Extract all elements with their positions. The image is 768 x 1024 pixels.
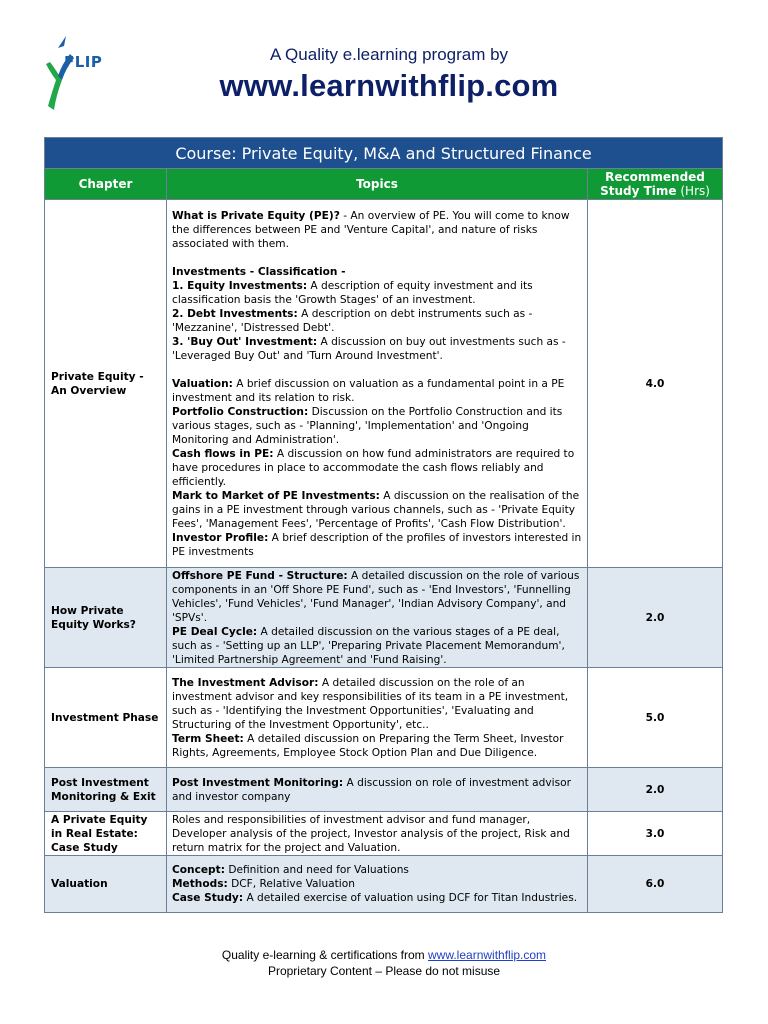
logo-text: FLIP [64, 53, 103, 71]
table-row [45, 668, 723, 768]
topic-item: Methods: DCF, Relative Valuation [172, 878, 355, 890]
tagline: A Quality e.learning program by [269, 45, 509, 64]
study-time-unit: (Hrs) [676, 184, 710, 198]
course-title-row [45, 138, 723, 169]
topic-item: 3. 'Buy Out' Investment: A discussion on buy out investments such as - 'Leveraged Buy Out' and 'Turn Around Investment'. [172, 335, 566, 362]
footer-prefix: Quality e-learning & certifications from [221, 948, 429, 962]
topic-item: Portfolio Construction: Discussion on the Portfolio Construction and its various stages, such as - 'Planning', 'Implementation' and 'Ongoing Monitoring and Administration'. [172, 405, 563, 446]
topics-cell [167, 568, 588, 668]
study-hours-cell: 2.0 [588, 768, 723, 812]
chapter-cell: Valuation [45, 856, 167, 913]
topic-item: Investor Profile: A brief description of the profiles of investors interested in PE investments [172, 531, 582, 558]
chapter-cell: How Private Equity Works? [45, 568, 167, 668]
topic-item: Concept: Definition and need for Valuations [172, 864, 409, 876]
course-title: Course: Private Equity, M&A and Structured Finance [45, 138, 723, 169]
footer-line-1 [0, 947, 768, 963]
study-time-header [588, 169, 723, 200]
study-hours-cell: 4.0 [588, 200, 723, 568]
topic-item: The Investment Advisor: A detailed discussion on the role of an investment advisor and key responsibilities of its team in a PE investment, such as - 'Identifying the Investment Opportunities', 'Evaluating and Structuring of the Investment Opportunity', etc.. [172, 676, 569, 731]
table-row [45, 856, 723, 913]
table-row [45, 812, 723, 856]
header-row [45, 169, 723, 200]
course-table [44, 137, 723, 913]
topic-item: Mark to Market of PE Investments: A discussion on the realisation of the gains in a PE investment through various channels, such as - 'Private Equity Fees', 'Management Fees', 'Percentage of Profits', 'Cash Flow Distribution'. [172, 489, 580, 530]
footer-line-2: Proprietary Content – Please do not misuse [267, 964, 501, 978]
topic-item: 2. Debt Investments: A description on debt instruments such as - 'Mezzanine', 'Distressed Debt'. [172, 307, 533, 334]
table-row [45, 768, 723, 812]
footer-site-link[interactable]: www.learnwithflip.com [428, 948, 547, 962]
topics-cell [167, 200, 588, 568]
chapter-cell: Investment Phase [45, 668, 167, 768]
topic-item: Valuation: A brief discussion on valuation as a fundamental point in a PE investment and its relation to risk. [172, 377, 565, 404]
study-hours-cell: 3.0 [588, 812, 723, 856]
study-hours-cell: 2.0 [588, 568, 723, 668]
topics-cell [167, 768, 588, 812]
table-row [45, 568, 723, 668]
page-footer [0, 947, 768, 979]
study-time-label: Recommended Study Time [600, 170, 705, 198]
topics-cell [167, 668, 588, 768]
topic-item: Cash flows in PE: A discussion on how fund administrators are required to have procedures in place to accommodate the cash flows reliably and efficiently. [172, 447, 575, 488]
topic-item: Roles and responsibilities of investment advisor and fund manager, Developer analysis of the project, Investor analysis of the project, Risk and return matrix for the project and Valuation. [172, 813, 570, 854]
chapter-cell: A Private Equity in Real Estate: Case Study [45, 812, 167, 856]
study-hours-cell: 6.0 [588, 856, 723, 913]
topic-item: Investments - Classification - [172, 265, 346, 278]
site-url-heading[interactable]: www.learnwithflip.com [219, 68, 559, 103]
study-hours-cell: 5.0 [588, 668, 723, 768]
topic-item: PE Deal Cycle: A detailed discussion on the various stages of a PE deal, such as - 'Setting up an LLP', 'Preparing Private Placement Memorandum', 'Limited Partnership Agreement' and 'Fund Raising'. [172, 625, 565, 666]
chapter-cell: Private Equity - An Overview [45, 200, 167, 568]
chapter-header: Chapter [45, 169, 167, 200]
table-row [45, 200, 723, 568]
chapter-cell: Post Investment Monitoring & Exit [45, 768, 167, 812]
topics-cell [167, 856, 588, 913]
topics-cell [167, 812, 588, 856]
topic-item: Term Sheet: A detailed discussion on Preparing the Term Sheet, Investor Rights, Agreements, Employee Stock Option Plan and Due Diligence. [172, 732, 564, 759]
topic-item: Case Study: A detailed exercise of valuation using DCF for Titan Industries. [172, 892, 578, 904]
topic-item: What is Private Equity (PE)? - An overview of PE. You will come to know the differences between PE and 'Venture Capital', and nature of risks associated with them. [172, 209, 570, 250]
topics-header: Topics [167, 169, 588, 200]
topic-item: 1. Equity Investments: A description of equity investment and its classification basis the 'Growth Stages' of an investment. [172, 279, 533, 306]
topic-item: Post Investment Monitoring: A discussion on role of investment advisor and investor company [172, 776, 571, 803]
topic-item: Offshore PE Fund - Structure: A detailed discussion on the role of various components in an 'Off Shore PE Fund', such as - 'End Investors', 'Funnelling Vehicles', 'Fund Vehicles', 'Fund Manager', 'Indian Advisory Company', and 'SPVs'. [172, 569, 580, 624]
page-header [0, 0, 768, 120]
